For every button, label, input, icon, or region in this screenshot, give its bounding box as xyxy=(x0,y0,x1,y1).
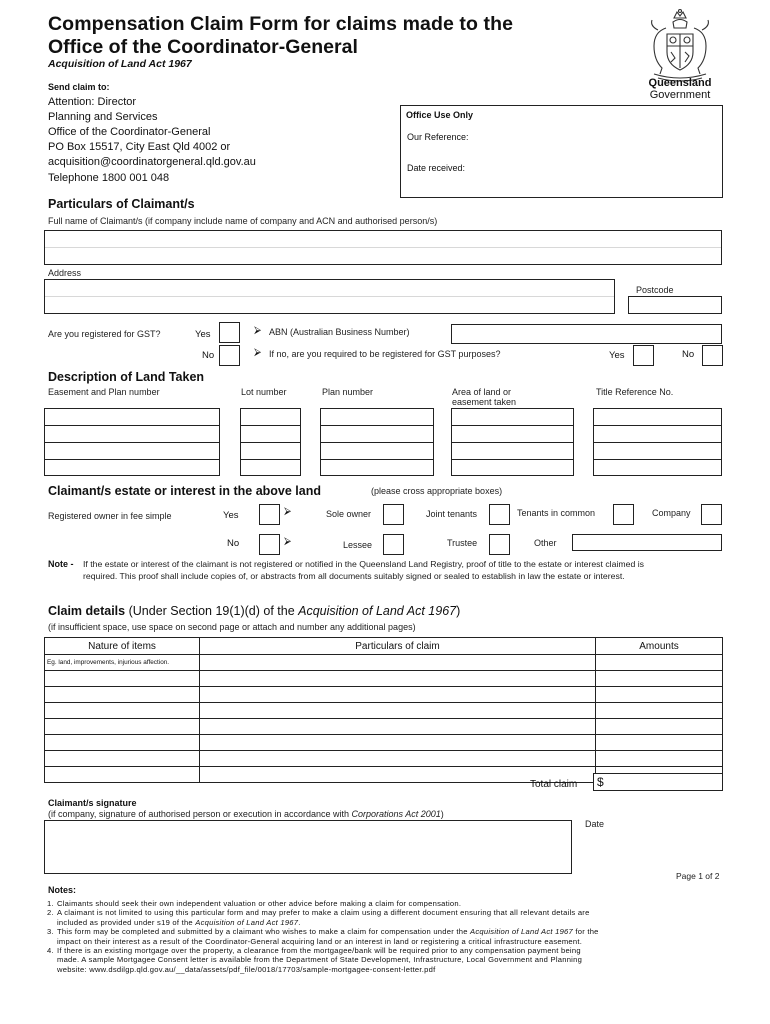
total-claim-label: Total claim xyxy=(530,779,578,790)
table-row[interactable] xyxy=(45,751,723,767)
note-number: 1. xyxy=(47,899,54,908)
signature-input[interactable] xyxy=(44,820,572,874)
claimant-heading: Particulars of Claimant/s xyxy=(48,197,195,211)
office-use-box xyxy=(400,105,723,198)
estate-no-label: No xyxy=(227,538,240,549)
claim-heading xyxy=(48,604,460,618)
gst-purposes-no-label: No xyxy=(682,349,695,360)
particulars-cell[interactable] xyxy=(200,735,596,751)
land-col-easement: Easement and Plan number xyxy=(48,387,160,397)
note-text-italic: Acquisition of Land Act 1967 xyxy=(470,927,574,937)
land-plan-input[interactable] xyxy=(320,408,434,476)
mortgagee-consent-link[interactable]: website: www.dsdilgp.qld.gov.au/__data/assets/pdf_file/0018/17703/sample-mortgagee-consent-letter.pdf xyxy=(57,964,436,974)
land-easement-input[interactable] xyxy=(44,408,220,476)
table-row[interactable] xyxy=(45,703,723,719)
particulars-cell[interactable] xyxy=(200,703,596,719)
amount-cell[interactable] xyxy=(596,655,723,671)
total-claim-input[interactable] xyxy=(593,773,723,791)
gst-purposes-arrow-icon: ⮚ xyxy=(254,347,262,358)
col-nature-header: Nature of items xyxy=(45,638,200,655)
our-reference-label: Our Reference: xyxy=(407,132,469,142)
list-item xyxy=(47,946,727,974)
land-col-area-line2: easement taken xyxy=(452,397,517,407)
table-row[interactable] xyxy=(45,719,723,735)
send-line-4: PO Box 15517, City East Qld 4002 or xyxy=(48,141,231,153)
estate-heading: Claimant/s estate or interest in the above land xyxy=(48,484,321,498)
registered-owner-label: Registered owner in fee simple xyxy=(48,511,172,521)
col-amounts-header: Amounts xyxy=(596,638,723,655)
send-line-3: Office of the Coordinator-General xyxy=(48,126,211,138)
land-col-plan: Plan number xyxy=(322,387,374,397)
note-text: If there is an existing mortgage over the property, a clearance from the mortgagee/bank will be required prior to any compensation payment being xyxy=(57,946,581,956)
land-area-input[interactable] xyxy=(451,408,574,476)
gst-yes-checkbox[interactable] xyxy=(219,322,240,343)
claim-heading-end: ) xyxy=(456,604,461,618)
form-title-line2: Office of the Coordinator-General xyxy=(48,36,358,58)
nature-cell[interactable] xyxy=(45,671,200,687)
claim-heading-italic: Acquisition of Land Act 1967 xyxy=(298,604,457,618)
amount-cell[interactable] xyxy=(596,751,723,767)
nature-cell[interactable] xyxy=(45,703,200,719)
postcode-label: Postcode xyxy=(636,285,674,295)
land-col-lot: Lot number xyxy=(241,387,287,397)
address-label: Address xyxy=(48,268,82,278)
note-text-cont: impact on their interest as a result of the Coordinator-General acquiring land or an interest in land or registering a critical infrastructure easement. xyxy=(57,936,583,946)
tenants-in-common-label: Tenants in common xyxy=(517,508,596,518)
other-input[interactable] xyxy=(572,534,722,551)
particulars-cell[interactable] xyxy=(200,671,596,687)
particulars-cell[interactable] xyxy=(200,751,596,767)
estate-yes-arrow-icon: ⮚ xyxy=(284,506,292,517)
gst-no-label: No xyxy=(202,350,215,361)
land-col-title: Title Reference No. xyxy=(596,387,674,397)
signature-sub-prefix: (if company, signature of authorised person or execution in accordance with xyxy=(48,809,352,819)
signature-sub-italic: Corporations Act 2001 xyxy=(351,809,441,819)
send-telephone: Telephone 1800 001 048 xyxy=(48,172,170,184)
gst-no-checkbox[interactable] xyxy=(219,345,240,366)
claim-subnote: (if insufficient space, use space on second page or attach and number any additional pages) xyxy=(48,622,416,632)
date-received-label: Date received: xyxy=(407,163,466,173)
trustee-label: Trustee xyxy=(447,538,478,548)
currency-symbol: $ xyxy=(597,775,604,789)
amount-cell[interactable] xyxy=(596,703,723,719)
gst-yes-label: Yes xyxy=(195,329,211,340)
notes-list xyxy=(47,899,727,974)
nature-cell[interactable] xyxy=(45,687,200,703)
logo-wordmark-line2: Government xyxy=(649,89,711,101)
gst-question: Are you registered for GST? xyxy=(48,329,161,339)
amount-cell[interactable] xyxy=(596,671,723,687)
table-row[interactable] xyxy=(45,655,723,671)
table-row[interactable] xyxy=(45,735,723,751)
amount-cell[interactable] xyxy=(596,735,723,751)
note-text-end: . xyxy=(298,917,301,927)
lessee-label: Lessee xyxy=(343,540,373,550)
note-number: 3. xyxy=(47,927,54,937)
office-use-title: Office Use Only xyxy=(406,110,474,120)
gst-purposes-label: If no, are you required to be registered for GST purposes? xyxy=(269,349,501,359)
list-item xyxy=(47,899,727,908)
land-col-area-line1: Area of land or xyxy=(452,387,512,397)
list-item xyxy=(47,908,727,927)
full-name-label: Full name of Claimant/s (if company include name of company and ACN and authorised person/s) xyxy=(48,216,438,226)
particulars-cell[interactable] xyxy=(200,687,596,703)
send-line-1: Attention: Director xyxy=(48,96,137,108)
note-number: 4. xyxy=(47,946,54,956)
note-text-post: for the xyxy=(573,927,599,937)
other-label: Other xyxy=(534,538,557,548)
nature-cell[interactable] xyxy=(45,751,200,767)
estate-hint: (please cross appropriate boxes) xyxy=(371,486,503,496)
coat-of-arms-icon xyxy=(640,8,720,84)
amount-cell[interactable] xyxy=(596,687,723,703)
land-heading: Description of Land Taken xyxy=(48,370,205,384)
note-line2: required. This proof shall include copies of, or abstracts from all documents suitably signed or sealed to establish in law the estate or interest. xyxy=(83,571,625,581)
nature-example: Eg. land, improvements, injurious affection. xyxy=(47,659,170,666)
send-claim-label: Send claim to: xyxy=(48,82,110,92)
note-text-cont: made. A sample Mortgagee Consent letter is available from the Department of State Development, Infrastructure, Local Government and Planning xyxy=(57,955,583,965)
abn-label: ABN (Australian Business Number) xyxy=(269,327,410,337)
amount-cell[interactable] xyxy=(596,719,723,735)
queensland-government-logo xyxy=(640,8,720,104)
abn-arrow-icon: ⮚ xyxy=(254,325,262,336)
form-subtitle: Acquisition of Land Act 1967 xyxy=(48,58,192,70)
form-title-line1: Compensation Claim Form for claims made to the xyxy=(48,13,514,35)
note-line1: If the estate or interest of the claimant is not registered or notified in the Queensland Land Registry, proof of title to the estate or interest claimed is xyxy=(83,559,644,569)
logo-wordmark-line1: Queensland xyxy=(648,77,712,89)
list-item xyxy=(47,927,727,946)
abn-input[interactable] xyxy=(451,324,722,344)
note-text: Claimants should seek their own independent valuation or other advice before making a claim for compensation. xyxy=(57,899,462,908)
estate-no-checkbox[interactable] xyxy=(259,534,280,555)
company-label: Company xyxy=(652,508,691,518)
send-email[interactable]: acquisition@coordinatorgeneral.qld.gov.au xyxy=(48,156,256,168)
note-text-cont: included as provided under s19 of the xyxy=(57,917,196,927)
sole-owner-checkbox[interactable] xyxy=(383,504,404,525)
gst-purposes-no-checkbox[interactable] xyxy=(702,345,723,366)
note-number: 2. xyxy=(47,908,54,918)
note-label: Note - xyxy=(48,559,74,569)
table-row[interactable] xyxy=(45,687,723,703)
claim-table-header xyxy=(45,638,723,655)
lessee-checkbox[interactable] xyxy=(383,534,404,555)
signature-subnote xyxy=(48,809,444,819)
nature-cell[interactable] xyxy=(45,655,200,671)
land-title-input[interactable] xyxy=(593,408,722,476)
joint-tenants-checkbox[interactable] xyxy=(489,504,510,525)
nature-cell[interactable] xyxy=(45,719,200,735)
postcode-input[interactable] xyxy=(628,296,722,314)
sole-owner-label: Sole owner xyxy=(326,509,372,519)
estate-no-arrow-icon: ⮚ xyxy=(284,536,292,547)
send-line-2: Planning and Services xyxy=(48,111,158,123)
nature-cell[interactable] xyxy=(45,767,200,783)
col-particulars-header: Particulars of claim xyxy=(200,638,596,655)
company-checkbox[interactable] xyxy=(701,504,722,525)
note-text: A claimant is not limited to using this particular form and may prefer to make a claim using a different document ensuring that all relevant details are xyxy=(57,908,590,918)
page-number: Page 1 of 2 xyxy=(676,871,720,881)
claim-details-table xyxy=(44,637,723,783)
estate-yes-label: Yes xyxy=(223,510,239,521)
joint-tenants-label: Joint tenants xyxy=(426,509,478,519)
particulars-cell[interactable] xyxy=(200,719,596,735)
tenants-in-common-checkbox[interactable] xyxy=(613,504,634,525)
gst-purposes-yes-checkbox[interactable] xyxy=(633,345,654,366)
signature-heading: Claimant/s signature xyxy=(48,798,137,808)
claim-heading-rest: (Under Section 19(1)(d) of the xyxy=(125,604,299,618)
estate-yes-checkbox[interactable] xyxy=(259,504,280,525)
gst-purposes-yes-label: Yes xyxy=(609,350,625,361)
signature-date-label: Date xyxy=(585,819,605,829)
table-row[interactable] xyxy=(45,671,723,687)
address-input[interactable] xyxy=(44,279,615,314)
note-text-pre: This form may be completed and submitted by a claimant who wishes to make a claim for compensation under the xyxy=(57,927,471,937)
claim-heading-bold: Claim details xyxy=(48,604,126,618)
land-lot-input[interactable] xyxy=(240,408,301,476)
note-text-italic: Acquisition of Land Act 1967 xyxy=(195,917,299,927)
nature-cell[interactable] xyxy=(45,735,200,751)
full-name-input[interactable] xyxy=(44,230,722,265)
particulars-cell[interactable] xyxy=(200,655,596,671)
notes-heading: Notes: xyxy=(48,885,77,895)
trustee-checkbox[interactable] xyxy=(489,534,510,555)
signature-sub-suffix: ) xyxy=(440,809,444,819)
